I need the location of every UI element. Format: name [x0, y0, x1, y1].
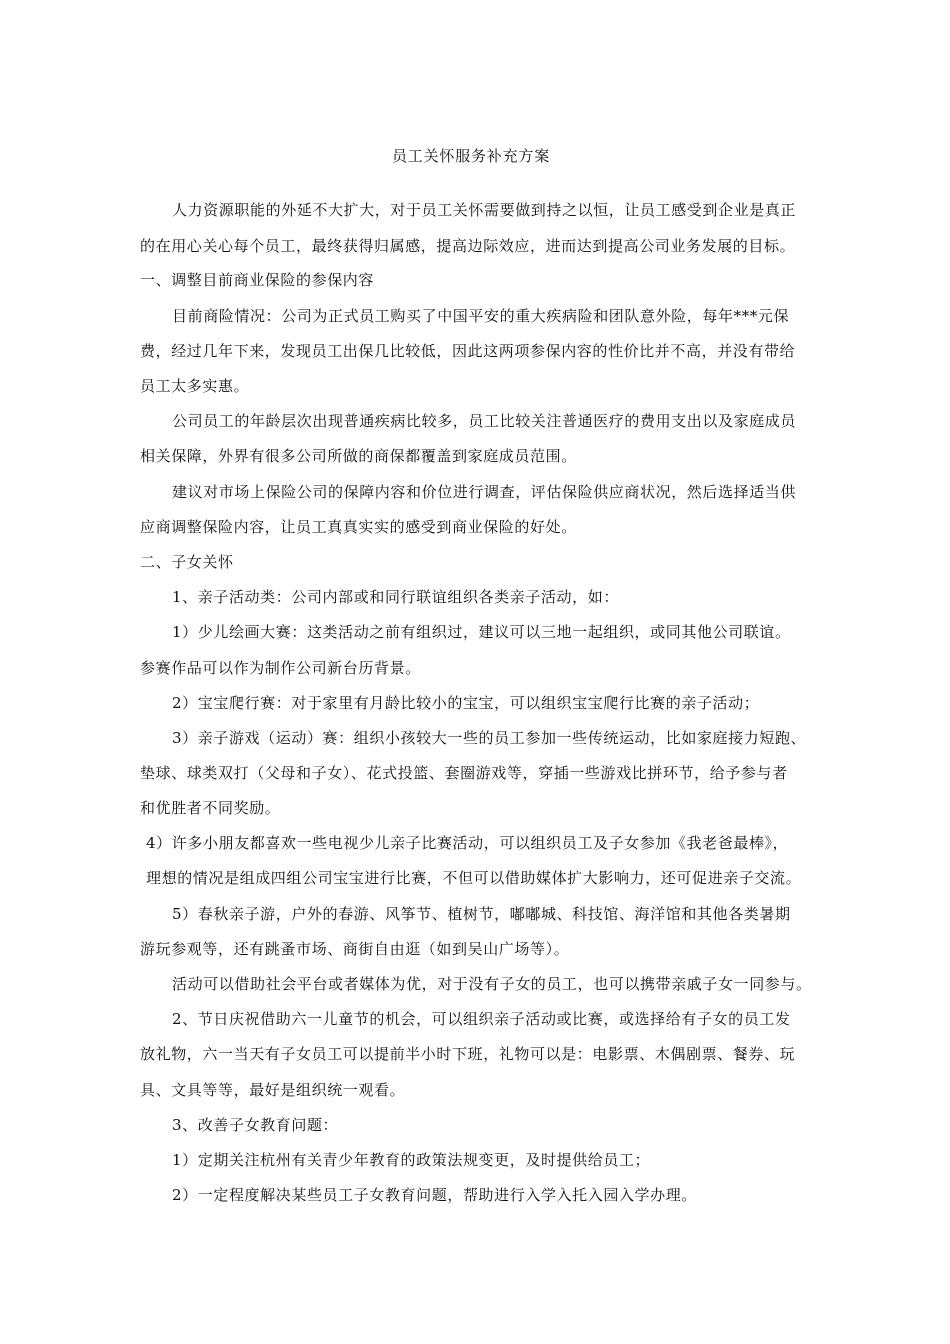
- paragraph-line: 1、亲子活动类：公司内部或和同行联谊组织各类亲子活动，如：: [172, 588, 619, 606]
- paragraph-line: 员工太多实惠。: [140, 377, 250, 395]
- paragraph-line: 建议对市场上保险公司的保障内容和价位进行调查，评估保险供应商状况，然后选择适当供: [172, 483, 797, 501]
- paragraph-line: 费，经过几年下来，发现员工出保几比较低，因此这两项参保内容的性价比并不高，并没有带给: [140, 342, 796, 360]
- paragraph-line: 4）许多小朋友都喜欢一些电视少儿亲子比赛活动，可以组织员工及子女参加《我老爸最棒》，: [146, 834, 789, 852]
- paragraph-line: 2）一定程度解决某些员工子女教育问题，帮助进行入学入托入园入学办理。: [172, 1186, 697, 1204]
- paragraph-line: 活动可以借助社会平台或者媒体为优，对于没有子女的员工，也可以携带亲戚子女一同参与。: [172, 975, 812, 993]
- paragraph-line: 5）春秋亲子游，户外的春游、风筝节、植树节，嘟嘟城、科技馆、海洋馆和其他各类暑期: [172, 905, 791, 923]
- paragraph-line: 相关保障，外界有很多公司所做的商保都覆盖到家庭成员范围。: [140, 447, 577, 465]
- paragraph-line: 的在用心关心每个员工，最终获得归属感，提高边际效应，进而达到提高公司业务发展的目标。: [140, 237, 796, 255]
- paragraph-line: 3）亲子游戏（运动）赛：组织小孩较大一些的员工参加一些传统运动，比如家庭接力短跑、: [172, 729, 807, 747]
- paragraph-line: 游玩参观等，还有跳蚤市场、商街自由逛（如到吴山广场等）。: [140, 940, 570, 958]
- paragraph-line: 理想的情况是组成四组公司宝宝进行比赛，不但可以借助媒体扩大影响力，还可促进亲子交流。: [146, 869, 802, 887]
- paragraph-line: 2、节日庆祝借助六一儿童节的机会，可以组织亲子活动或比赛，或选择给有子女的员工发: [172, 1010, 791, 1028]
- paragraph-line: 1）定期关注杭州有关青少年教育的政策法规变更，及时提供给员工；: [172, 1151, 651, 1169]
- paragraph-line: 公司员工的年龄层次出现普通疾病比较多，员工比较关注普通医疗的费用支出以及家庭成员: [172, 412, 797, 430]
- paragraph-line: 参赛作品可以作为制作公司新台历背景。: [140, 659, 421, 677]
- paragraph-line: 1）少儿绘画大赛：这类活动之前有组织过，建议可以三地一起组织，或同其他公司联谊。: [172, 623, 791, 641]
- paragraph-line: 3、改善子女教育问题：: [172, 1116, 339, 1134]
- paragraph-line: 和优胜者不同奖励。: [140, 799, 281, 817]
- paragraph-line: 应商调整保险内容，让员工真真实实的感受到商业保险的好处。: [140, 518, 577, 536]
- section-heading: 一、调整目前商业保险的参保内容: [140, 271, 375, 289]
- section-heading: 二、子女关怀: [140, 553, 234, 571]
- paragraph-line: 具、文具等等，最好是组织统一观看。: [140, 1081, 406, 1099]
- paragraph-line: 放礼物，六一当天有子女员工可以提前半小时下班，礼物可以是：电影票、木偶剧票、餐券、玩: [140, 1045, 796, 1063]
- paragraph-line: 人力资源职能的外延不大扩大，对于员工关怀需要做到持之以恒，让员工感受到企业是真正: [172, 201, 797, 219]
- paragraph-line: 目前商险情况：公司为正式员工购买了中国平安的重大疾病险和团队意外险，每年***元保: [172, 307, 790, 325]
- document-title: 员工关怀服务补充方案: [392, 147, 551, 165]
- paragraph-line: 2）宝宝爬行赛：对于家里有月龄比较小的宝宝，可以组织宝宝爬行比赛的亲子活动；: [172, 694, 760, 712]
- paragraph-line: 垫球、球类双打（父母和子女）、花式投篮、套圈游戏等，穿插一些游戏比拼环节，给予参与者: [140, 764, 788, 782]
